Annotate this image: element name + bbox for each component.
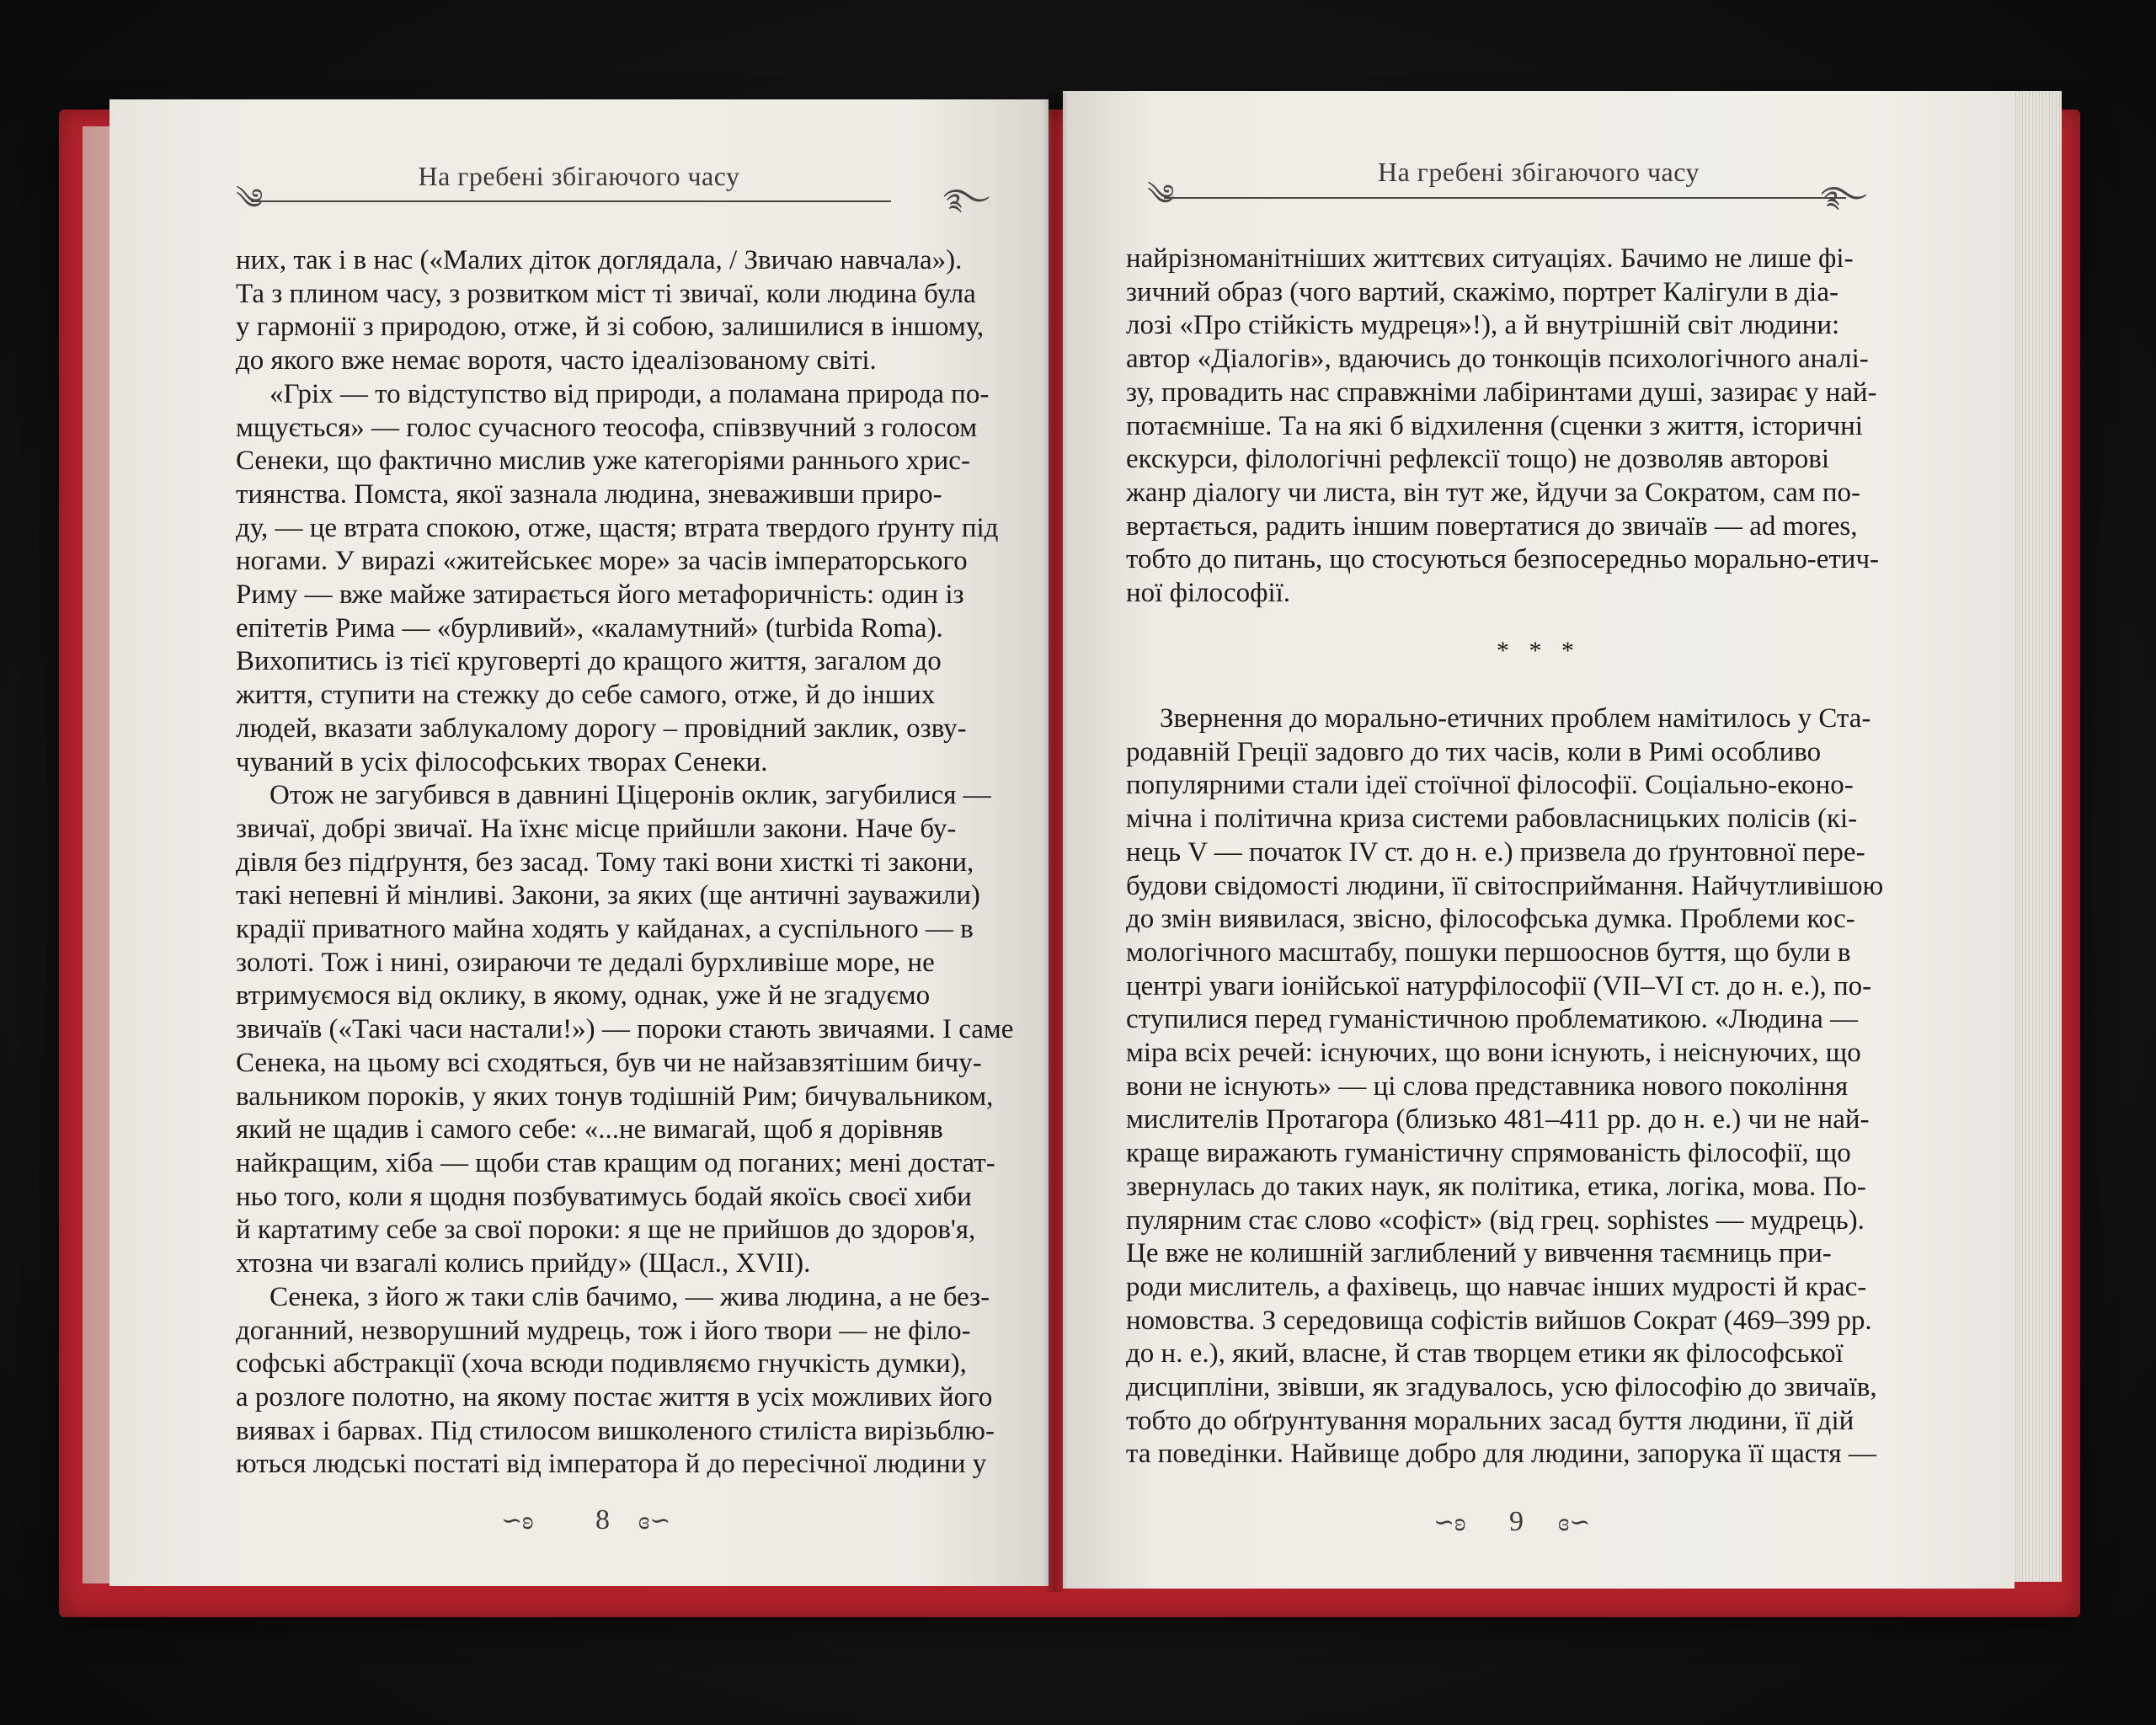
text-line: такі непевні й мінливі. Закони, за яких (ще античні зауважили) — [236, 880, 980, 911]
folio-ornament-right: ɞ∽ — [1558, 1509, 1591, 1536]
text-line: тобто до питань, що стосуються безпосередньо морально-етич- — [1126, 544, 1880, 575]
text-line: людей, вказати заблукалому дорогу – провідний заклик, озву- — [236, 713, 967, 744]
header-ornament-right: ࿐ — [943, 184, 990, 216]
text-line: та поведінки. Найвище добро для людини, запорука її щастя — — [1126, 1439, 1876, 1470]
text-line: ступилися перед гуманістичною проблематикою. «Людина — — [1126, 1004, 1858, 1035]
header-rule — [251, 200, 891, 202]
text-line: й картатиму себе за свої пороки: я ще не прийшов до здоров'я, — [236, 1215, 976, 1246]
text-line: автор «Діалогів», вдаючись до тонкощів психологічного аналі- — [1126, 344, 1869, 375]
text-line: номовства. З середовища софістів вийшов Сократ (469–399 рр. — [1126, 1305, 1872, 1336]
text-line: родавній Греції задовго до тих часів, коли в Римі особливо — [1126, 736, 1822, 767]
text-line: найкращим, хіба — щоби став кращим од поганих; мені достат- — [236, 1147, 995, 1178]
folio-ornament-left: ∽ʚ — [501, 1507, 534, 1535]
text-line: тобто до обґрунтування моральних засад буття людини, її дій — [1126, 1405, 1854, 1436]
text-line: Вихопитись із тієї круговерті до кращого життя, загалом до — [236, 646, 942, 677]
running-head: На гребені збігаючого часу — [418, 161, 740, 191]
text-line: тиянства. Помста, якої зазнала людина, зневаживши приро- — [236, 478, 942, 510]
text-line: Звернення до морально-етичних проблем намітилось у Ста- — [1160, 703, 1871, 734]
text-line: «Гріх — то відступство від природи, а поламана природа по- — [270, 378, 990, 409]
text-line: ньо того, коли я щодня позбуватимусь бодай якоїсь своєї хиби — [236, 1181, 972, 1212]
text-line: вертається, радить іншим повертатися до звичаїв — ad mores, — [1126, 510, 1858, 542]
text-line: Отож не загубився в давнині Ціцеронів оклик, загубилися — — [270, 780, 991, 811]
page-edges — [2013, 91, 2062, 1582]
text-line: ду, — це втрата спокою, отже, щастя; втрата твердого ґрунту під — [236, 512, 999, 543]
running-head: На гребені збігаючого часу — [1377, 157, 1700, 187]
text-line: звичаїв («Такі часи настали!») — пороки стають звичаями. І саме — [236, 1014, 1014, 1045]
right-page-text-bottom — [1126, 702, 1913, 1471]
section-separator: * * * — [1497, 637, 1581, 665]
text-line: жанр діалогу чи листа, він тут же, йдучи за Сократом, сам по- — [1126, 477, 1861, 508]
text-line: Це вже не колишній заглиблений у вивчення таємниць при- — [1126, 1238, 1832, 1269]
text-line: звичаї, добрі звичаї. На їхнє місце прийшли закони. Наче бу- — [236, 813, 957, 844]
text-line: а розлоге полотно, на якому постає життя в усіх можливих його — [236, 1381, 993, 1413]
text-line: до змін виявилася, звісно, філософська думка. Проблеми кос- — [1126, 904, 1855, 935]
text-line: них, так і в нас («Малих діток доглядала, / Звичаю навчала»). — [236, 245, 963, 275]
text-line: Сенека, на цьому всі сходяться, був чи не найзавзятішим бичу- — [236, 1047, 982, 1078]
text-line: екскурси, філологічні рефлексії тощо) не дозволяв авторові — [1126, 444, 1830, 475]
text-line: будови свідомості людини, її світосприймання. Найчутливішою — [1126, 870, 1884, 901]
text-line: вони не існують» — ці слова представника нового покоління — [1126, 1071, 1849, 1102]
text-line: мологічного масштабу, пошуки першооснов буття, що були в — [1126, 937, 1851, 968]
text-line: дисципліни, звівши, як згадувалось, усю філософію до звичаїв, — [1126, 1372, 1877, 1403]
text-line: до н. е.), який, власне, й став творцем етики як філософської — [1126, 1338, 1844, 1370]
text-line: звернулась до таких наук, як політика, етика, логіка, мова. По- — [1126, 1171, 1866, 1202]
text-line: втримуємося від оклику, в якому, однак, уже й не згадуємо — [236, 980, 931, 1012]
text-line: у гармонії з природою, отже, й зі собою, залишилися в іншому, — [236, 312, 985, 343]
text-line: центрі уваги іонійської натурфілософії (VII–VI ст. до н. е.), по- — [1126, 970, 1872, 1001]
text-line: який не щадив і самого себе: «...не вимагай, щоб я дорівняв — [236, 1114, 943, 1146]
folio-ornament-left: ∽ʚ — [1433, 1509, 1466, 1536]
text-line: найрізноманітніших життєвих ситуаціях. Бачимо не лише фі- — [1126, 243, 1854, 274]
text-line: софські абстракції (хоча всюди подивляємо гнучкість думки), — [236, 1348, 967, 1380]
right-page — [1063, 91, 2015, 1589]
text-line: Сенека, з його ж таки слів бачимо, — жива людина, а не без- — [270, 1281, 990, 1312]
text-line: зичний образ (чого вартий, скажімо, портрет Калігули в діа- — [1126, 276, 1838, 307]
text-line: золоті. Тож і нині, озираючи те дедалі бурхливіше море, не — [236, 947, 935, 978]
text-line: хтозна чи взагалі колись прийду» (Щасл., XVII). — [236, 1248, 811, 1279]
text-line: роди мислитель, а фахівець, що навчає інших мудрості й крас- — [1126, 1271, 1867, 1302]
text-line: міра всіх речей: існуючих, що вони існують, і неіснуючих, що — [1126, 1038, 1861, 1069]
left-page — [109, 99, 1049, 1586]
text-line: Риму — вже майже затирається його метафоричність: один із — [236, 579, 964, 611]
text-line: ногами. У вирazi «житейськеє море» за часів імператорського — [236, 546, 968, 577]
text-line: доганний, незворушний мудрець, тож і його твори — не філо- — [236, 1315, 971, 1346]
text-line: життя, ступити на стежку до себе самого, отже, й до інших — [236, 680, 936, 711]
text-line: чуваний в усіх філософських творах Сенеки. — [236, 746, 768, 777]
text-line: лозі «Про стійкість мудреця»!), а й внутрішній світ людини: — [1126, 310, 1840, 341]
page-number: 8 — [595, 1504, 610, 1535]
text-line: дівля без підґрунтя, без засад. Тому такі вони хисткі ті закони, — [236, 846, 974, 878]
text-line: мислителів Протагора (близько 481–411 рр. до н. е.) чи не най- — [1126, 1104, 1870, 1135]
text-line: ної філософії. — [1126, 578, 1291, 609]
text-line: виявах і барвах. Під стилосом вишколеного стиліста вирізьблю- — [236, 1415, 995, 1446]
text-line: крадії приватного майна ходять у кайданах, а суспільного — в — [236, 914, 974, 945]
text-line: потаємніше. Та на які б відхилення (сценки з життя, історичні — [1126, 410, 1863, 441]
book-gutter — [1043, 93, 1068, 1592]
text-line: нець V — початок IV ст. до н. е.) призвела до ґрунтовної пере- — [1126, 836, 1865, 868]
text-line: краще виражають гуманістичну спрямованість філософії, що — [1126, 1138, 1851, 1169]
header-rule — [1164, 197, 1846, 199]
right-page-text-top — [1126, 243, 1913, 611]
page-number: 9 — [1509, 1506, 1524, 1537]
text-line: до якого вже немає воротя, часто ідеалізованому світі. — [236, 345, 877, 377]
header-ornament-left: ༄ — [1147, 180, 1175, 211]
folio-ornament-right: ɞ∽ — [638, 1507, 671, 1535]
text-line: мщується» — голос сучасного теософа, співзвучний з голосом — [236, 412, 978, 443]
text-line: пулярним стає слово «софіст» (від грец. sophistes — мудрець). — [1126, 1204, 1865, 1236]
left-page-text — [236, 244, 1019, 1482]
text-line: зу, провадить нас справжніми лабіринтами душі, зазирає у най- — [1126, 377, 1877, 408]
text-line: вальником пороків, у яких тонув тодішній Рим; бичувальником, — [236, 1081, 994, 1112]
text-line: епітетів Рима — «бурливий», «каламутний» (turbida Roma). — [236, 612, 943, 644]
text-line: Та з плином часу, з розвитком міст ті звичаї, коли людина була — [236, 278, 976, 309]
text-line: популярними стали ідеї стоїчної філософії. Соціально-еконо- — [1126, 770, 1854, 801]
text-line: мічна і політична криза системи рабовласницьких полісів (кі- — [1126, 804, 1858, 835]
header-ornament-right: ࿐ — [1821, 182, 1868, 213]
text-line: Сенеки, що фактично мислив уже категоріями раннього хрис- — [236, 446, 970, 477]
header-ornament-left: ༄ — [236, 184, 264, 216]
text-line: ються людські постаті від імператора й до пересічної людини у — [236, 1449, 987, 1480]
